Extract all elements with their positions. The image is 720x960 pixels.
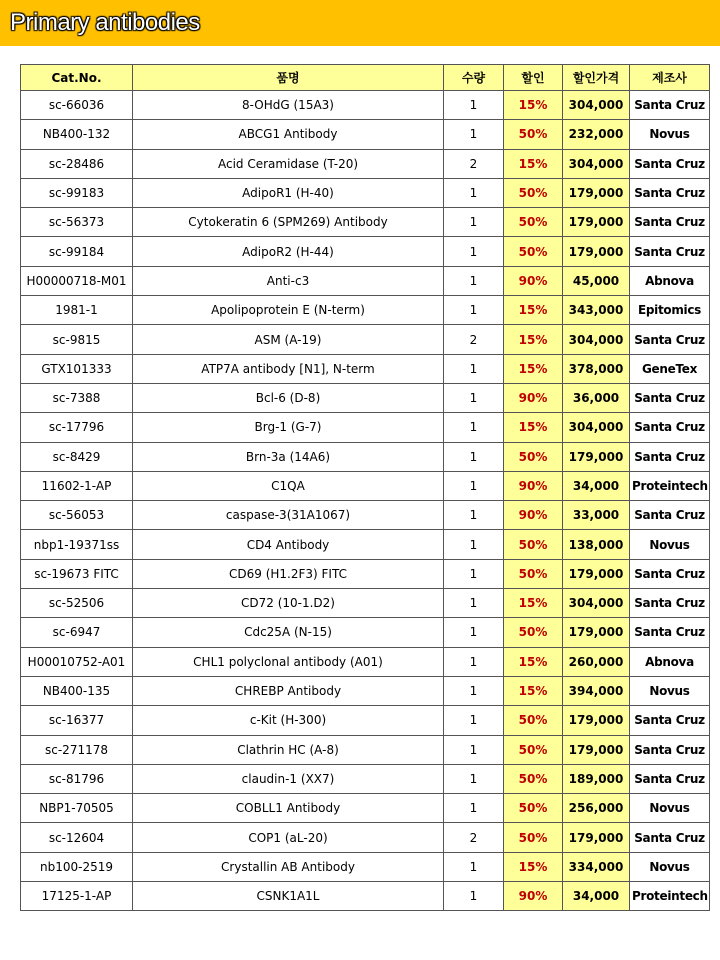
cell-discount-price: 45,000 — [563, 266, 630, 295]
cell-discount: 50% — [504, 618, 563, 647]
cell-cat-no: sc-52506 — [21, 589, 133, 618]
table-row — [21, 413, 710, 442]
cell-discount: 15% — [504, 413, 563, 442]
cell-discount-price: 232,000 — [563, 120, 630, 149]
cell-discount-price: 179,000 — [563, 442, 630, 471]
cell-manufacturer: Santa Cruz — [630, 618, 710, 647]
cell-product-name: CHREBP Antibody — [133, 676, 444, 705]
cell-discount: 90% — [504, 266, 563, 295]
cell-quantity: 2 — [444, 823, 504, 852]
cell-quantity: 1 — [444, 120, 504, 149]
cell-cat-no: H00010752-A01 — [21, 647, 133, 676]
cell-cat-no: NBP1-70505 — [21, 794, 133, 823]
cell-product-name: AdipoR2 (H-44) — [133, 237, 444, 266]
cell-manufacturer: Santa Cruz — [630, 413, 710, 442]
cell-cat-no: sc-9815 — [21, 325, 133, 354]
cell-cat-no: sc-99183 — [21, 178, 133, 207]
cell-discount-price: 34,000 — [563, 882, 630, 911]
cell-discount: 50% — [504, 706, 563, 735]
cell-manufacturer: Proteintech — [630, 882, 710, 911]
cell-quantity: 1 — [444, 647, 504, 676]
cell-manufacturer: Proteintech — [630, 471, 710, 500]
cell-manufacturer: Santa Cruz — [630, 706, 710, 735]
cell-product-name: C1QA — [133, 471, 444, 500]
cell-product-name: CHL1 polyclonal antibody (A01) — [133, 647, 444, 676]
cell-discount: 15% — [504, 91, 563, 120]
cell-cat-no: sc-66036 — [21, 91, 133, 120]
table-row — [21, 149, 710, 178]
cell-discount-price: 36,000 — [563, 383, 630, 412]
cell-product-name: Clathrin HC (A-8) — [133, 735, 444, 764]
cell-manufacturer: Novus — [630, 676, 710, 705]
cell-discount: 90% — [504, 501, 563, 530]
cell-discount: 90% — [504, 471, 563, 500]
cell-discount-price: 343,000 — [563, 296, 630, 325]
cell-cat-no: sc-271178 — [21, 735, 133, 764]
table-row — [21, 530, 710, 559]
cell-discount-price: 179,000 — [563, 618, 630, 647]
cell-quantity: 1 — [444, 764, 504, 793]
cell-product-name: COBLL1 Antibody — [133, 794, 444, 823]
cell-discount: 15% — [504, 325, 563, 354]
cell-discount-price: 189,000 — [563, 764, 630, 793]
page-title: Primary antibodies — [10, 9, 200, 36]
cell-product-name: Crystallin AB Antibody — [133, 852, 444, 881]
cell-discount-price: 179,000 — [563, 178, 630, 207]
cell-discount-price: 304,000 — [563, 413, 630, 442]
table-row — [21, 589, 710, 618]
table-row — [21, 676, 710, 705]
cell-discount: 15% — [504, 296, 563, 325]
cell-product-name: Cytokeratin 6 (SPM269) Antibody — [133, 208, 444, 237]
cell-discount: 90% — [504, 882, 563, 911]
table-row — [21, 325, 710, 354]
cell-product-name: Anti-c3 — [133, 266, 444, 295]
cell-cat-no: 11602-1-AP — [21, 471, 133, 500]
cell-product-name: AdipoR1 (H-40) — [133, 178, 444, 207]
cell-quantity: 1 — [444, 618, 504, 647]
table-row — [21, 852, 710, 881]
cell-quantity: 2 — [444, 325, 504, 354]
table-row — [21, 764, 710, 793]
cell-discount: 50% — [504, 559, 563, 588]
cell-discount-price: 179,000 — [563, 823, 630, 852]
cell-quantity: 1 — [444, 559, 504, 588]
cell-manufacturer: Santa Cruz — [630, 559, 710, 588]
table-row — [21, 266, 710, 295]
table-row — [21, 647, 710, 676]
table-row — [21, 178, 710, 207]
cell-cat-no: sc-16377 — [21, 706, 133, 735]
cell-product-name: ABCG1 Antibody — [133, 120, 444, 149]
cell-manufacturer: Santa Cruz — [630, 764, 710, 793]
cell-discount-price: 179,000 — [563, 237, 630, 266]
table-row — [21, 882, 710, 911]
cell-quantity: 1 — [444, 501, 504, 530]
cell-discount-price: 304,000 — [563, 325, 630, 354]
table-row — [21, 442, 710, 471]
table-row — [21, 794, 710, 823]
column-header-cat-no: Cat.No. — [21, 65, 133, 91]
cell-product-name: caspase-3(31A1067) — [133, 501, 444, 530]
cell-quantity: 1 — [444, 354, 504, 383]
cell-quantity: 1 — [444, 91, 504, 120]
title-banner — [0, 0, 720, 46]
cell-discount-price: 394,000 — [563, 676, 630, 705]
cell-quantity: 1 — [444, 471, 504, 500]
cell-cat-no: NB400-135 — [21, 676, 133, 705]
cell-quantity: 1 — [444, 530, 504, 559]
table-row — [21, 471, 710, 500]
cell-discount-price: 179,000 — [563, 735, 630, 764]
cell-product-name: CD69 (H1.2F3) FITC — [133, 559, 444, 588]
cell-manufacturer: Novus — [630, 794, 710, 823]
table-row — [21, 120, 710, 149]
cell-manufacturer: Santa Cruz — [630, 149, 710, 178]
cell-product-name: Bcl-6 (D-8) — [133, 383, 444, 412]
cell-discount: 50% — [504, 823, 563, 852]
cell-discount: 50% — [504, 794, 563, 823]
cell-manufacturer: Novus — [630, 852, 710, 881]
cell-discount-price: 304,000 — [563, 91, 630, 120]
cell-quantity: 1 — [444, 383, 504, 412]
cell-manufacturer: Santa Cruz — [630, 208, 710, 237]
cell-cat-no: sc-17796 — [21, 413, 133, 442]
cell-discount: 50% — [504, 530, 563, 559]
cell-product-name: Acid Ceramidase (T-20) — [133, 149, 444, 178]
table-row — [21, 706, 710, 735]
table-row — [21, 237, 710, 266]
cell-discount: 50% — [504, 735, 563, 764]
cell-discount-price: 179,000 — [563, 559, 630, 588]
cell-discount-price: 260,000 — [563, 647, 630, 676]
cell-discount: 50% — [504, 208, 563, 237]
cell-discount: 50% — [504, 764, 563, 793]
cell-manufacturer: Santa Cruz — [630, 735, 710, 764]
table-row — [21, 91, 710, 120]
cell-manufacturer: Abnova — [630, 647, 710, 676]
cell-quantity: 1 — [444, 237, 504, 266]
cell-cat-no: sc-12604 — [21, 823, 133, 852]
cell-quantity: 1 — [444, 208, 504, 237]
cell-discount: 50% — [504, 178, 563, 207]
cell-quantity: 2 — [444, 149, 504, 178]
cell-discount: 50% — [504, 120, 563, 149]
cell-quantity: 1 — [444, 882, 504, 911]
cell-quantity: 1 — [444, 442, 504, 471]
table-row — [21, 383, 710, 412]
cell-quantity: 1 — [444, 852, 504, 881]
cell-cat-no: NB400-132 — [21, 120, 133, 149]
cell-manufacturer: Novus — [630, 530, 710, 559]
cell-manufacturer: GeneTex — [630, 354, 710, 383]
cell-discount: 15% — [504, 852, 563, 881]
cell-product-name: Brg-1 (G-7) — [133, 413, 444, 442]
cell-cat-no: sc-56053 — [21, 501, 133, 530]
cell-product-name: ASM (A-19) — [133, 325, 444, 354]
cell-manufacturer: Santa Cruz — [630, 178, 710, 207]
table-row — [21, 559, 710, 588]
cell-product-name: Cdc25A (N-15) — [133, 618, 444, 647]
cell-discount: 90% — [504, 383, 563, 412]
cell-cat-no: sc-81796 — [21, 764, 133, 793]
cell-manufacturer: Santa Cruz — [630, 442, 710, 471]
cell-quantity: 1 — [444, 735, 504, 764]
cell-manufacturer: Santa Cruz — [630, 91, 710, 120]
cell-discount: 15% — [504, 354, 563, 383]
cell-discount: 15% — [504, 149, 563, 178]
cell-product-name: Apolipoprotein E (N-term) — [133, 296, 444, 325]
cell-manufacturer: Santa Cruz — [630, 325, 710, 354]
cell-cat-no: sc-8429 — [21, 442, 133, 471]
cell-manufacturer: Santa Cruz — [630, 823, 710, 852]
cell-discount-price: 138,000 — [563, 530, 630, 559]
cell-quantity: 1 — [444, 413, 504, 442]
cell-cat-no: sc-56373 — [21, 208, 133, 237]
column-header-manufacturer: 제조사 — [630, 65, 710, 91]
table-header-row — [21, 65, 710, 91]
cell-cat-no: sc-7388 — [21, 383, 133, 412]
cell-discount-price: 378,000 — [563, 354, 630, 383]
cell-manufacturer: Santa Cruz — [630, 501, 710, 530]
cell-quantity: 1 — [444, 589, 504, 618]
cell-quantity: 1 — [444, 676, 504, 705]
cell-cat-no: 17125-1-AP — [21, 882, 133, 911]
cell-manufacturer: Abnova — [630, 266, 710, 295]
column-header-discount: 할인 — [504, 65, 563, 91]
table-row — [21, 208, 710, 237]
cell-discount-price: 256,000 — [563, 794, 630, 823]
cell-discount: 50% — [504, 442, 563, 471]
cell-cat-no: H00000718-M01 — [21, 266, 133, 295]
cell-cat-no: nbp1-19371ss — [21, 530, 133, 559]
column-header-discount-price: 할인가격 — [563, 65, 630, 91]
cell-discount-price: 304,000 — [563, 589, 630, 618]
cell-cat-no: sc-19673 FITC — [21, 559, 133, 588]
cell-discount: 15% — [504, 589, 563, 618]
cell-product-name: Brn-3a (14A6) — [133, 442, 444, 471]
antibody-table — [20, 64, 710, 911]
cell-manufacturer: Santa Cruz — [630, 589, 710, 618]
cell-manufacturer: Santa Cruz — [630, 383, 710, 412]
cell-cat-no: nb100-2519 — [21, 852, 133, 881]
cell-cat-no: sc-6947 — [21, 618, 133, 647]
cell-discount-price: 33,000 — [563, 501, 630, 530]
cell-discount: 15% — [504, 676, 563, 705]
cell-discount-price: 304,000 — [563, 149, 630, 178]
cell-cat-no: sc-99184 — [21, 237, 133, 266]
cell-discount-price: 179,000 — [563, 706, 630, 735]
cell-quantity: 1 — [444, 266, 504, 295]
cell-product-name: CD4 Antibody — [133, 530, 444, 559]
table-row — [21, 618, 710, 647]
cell-product-name: CD72 (10-1.D2) — [133, 589, 444, 618]
cell-product-name: c-Kit (H-300) — [133, 706, 444, 735]
cell-cat-no: sc-28486 — [21, 149, 133, 178]
cell-quantity: 1 — [444, 706, 504, 735]
cell-quantity: 1 — [444, 178, 504, 207]
cell-manufacturer: Santa Cruz — [630, 237, 710, 266]
cell-product-name: CSNK1A1L — [133, 882, 444, 911]
table-row — [21, 296, 710, 325]
column-header-quantity: 수량 — [444, 65, 504, 91]
cell-product-name: COP1 (aL-20) — [133, 823, 444, 852]
cell-quantity: 1 — [444, 296, 504, 325]
cell-quantity: 1 — [444, 794, 504, 823]
cell-cat-no: GTX101333 — [21, 354, 133, 383]
cell-product-name: 8-OHdG (15A3) — [133, 91, 444, 120]
cell-discount-price: 179,000 — [563, 208, 630, 237]
table-row — [21, 823, 710, 852]
table-row — [21, 354, 710, 383]
cell-discount: 50% — [504, 237, 563, 266]
cell-manufacturer: Epitomics — [630, 296, 710, 325]
cell-discount-price: 34,000 — [563, 471, 630, 500]
table-row — [21, 501, 710, 530]
column-header-product-name: 품명 — [133, 65, 444, 91]
table-body — [21, 91, 710, 911]
cell-product-name: claudin-1 (XX7) — [133, 764, 444, 793]
cell-manufacturer: Novus — [630, 120, 710, 149]
cell-discount: 15% — [504, 647, 563, 676]
cell-discount-price: 334,000 — [563, 852, 630, 881]
table-row — [21, 735, 710, 764]
cell-cat-no: 1981-1 — [21, 296, 133, 325]
cell-product-name: ATP7A antibody [N1], N-term — [133, 354, 444, 383]
